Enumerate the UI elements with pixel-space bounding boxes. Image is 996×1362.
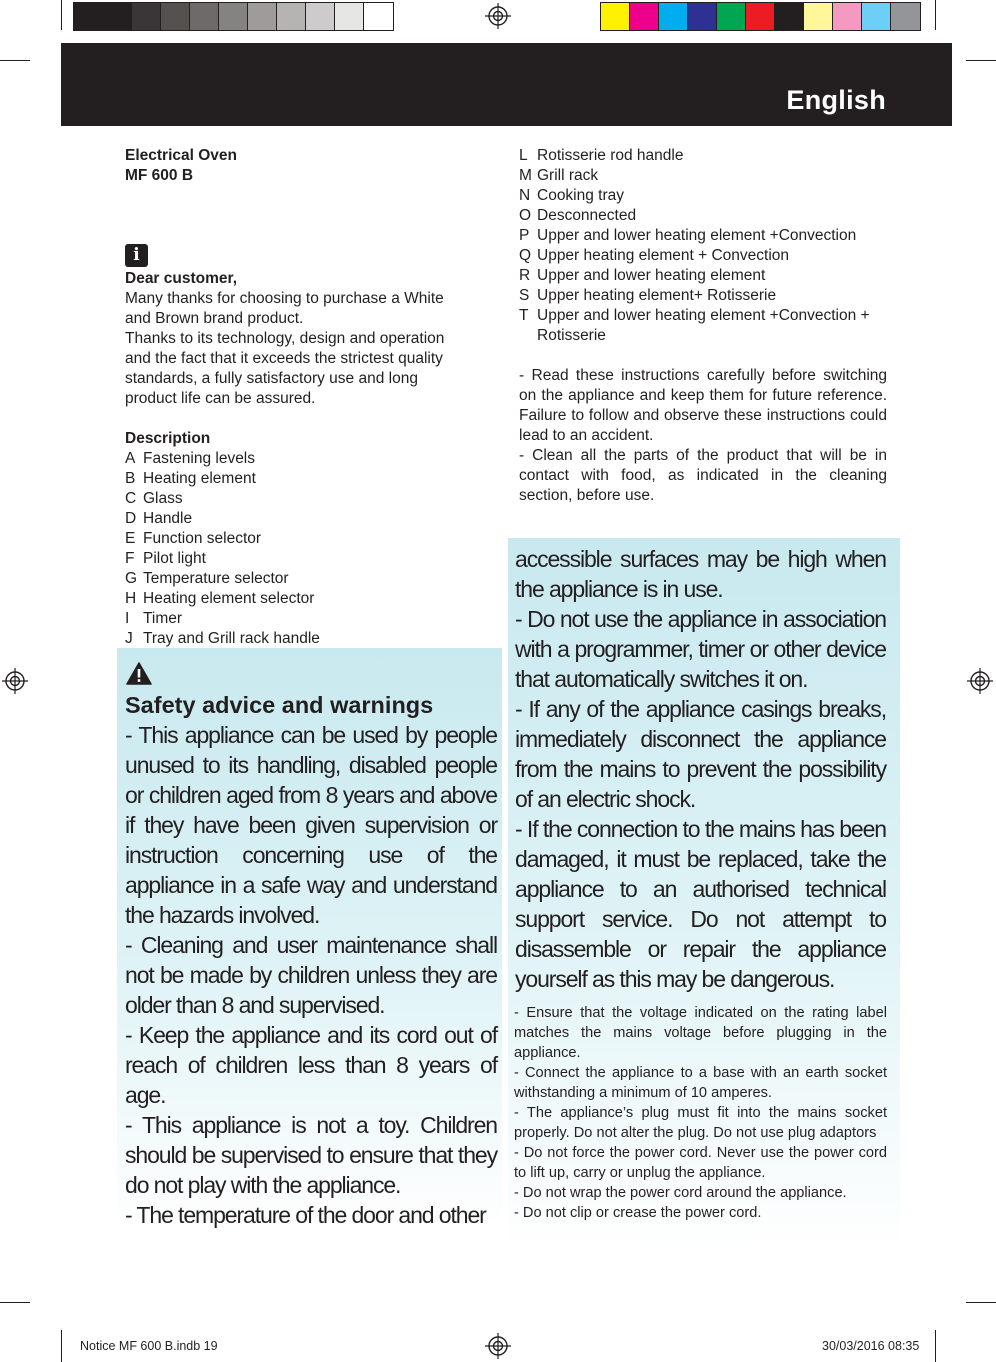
warning-icon	[126, 662, 152, 685]
item-letter: I	[125, 610, 130, 627]
item-letter: Q	[519, 247, 532, 264]
description-item	[125, 489, 497, 509]
item-letter: P	[519, 227, 530, 244]
description-item	[125, 569, 497, 589]
color-swatch	[688, 3, 717, 30]
right-column	[519, 146, 887, 506]
description-item	[519, 266, 887, 286]
safety-paragraph: - If any of the appliance casings breaks, immediately disconnect the appliance from the mains to prevent the possibility of an electric shock.	[515, 696, 886, 812]
intro-line: standards, a fully satisfactory use and long	[125, 370, 418, 387]
item-letter: T	[519, 307, 529, 324]
item-letter: O	[519, 207, 532, 224]
crop-mark	[61, 0, 62, 30]
item-letter: H	[125, 590, 137, 607]
item-letter: L	[519, 147, 528, 164]
language-title: English	[786, 85, 886, 115]
left-column	[125, 146, 497, 669]
process-color-bar	[600, 2, 921, 31]
item-text: Heating element selector	[143, 590, 315, 607]
grayscale-color-bar	[73, 2, 394, 31]
intro-line: Many thanks for choosing to purchase a White	[125, 290, 444, 307]
electrical-safety-paragraph: - Do not force the power cord. Never use the power cord to lift up, carry or unplug the appliance.	[514, 1145, 887, 1181]
color-swatch	[161, 3, 190, 30]
color-swatch	[601, 3, 630, 30]
safety-title: Safety advice and warnings	[125, 692, 434, 718]
item-text: Upper heating element+ Rotisserie	[537, 287, 777, 304]
item-letter: E	[125, 530, 136, 547]
item-text: Upper and lower heating element +Convection + Rotisserie	[537, 307, 870, 344]
color-swatch	[190, 3, 219, 30]
crop-mark	[0, 1302, 30, 1303]
description-item	[125, 449, 497, 469]
safety-paragraph: - If the connection to the mains has been damaged, it must be replaced, take the appliance to an authorised technical support service. Do not attempt to disassemble or repair the appliance yourself as this may be dangerous.	[515, 816, 886, 992]
registration-mark-icon	[2, 668, 28, 694]
color-swatch	[717, 3, 746, 30]
crop-mark	[966, 1302, 996, 1303]
electrical-safety-paragraph: - Do not wrap the power cord around the appliance.	[514, 1185, 847, 1201]
item-text: Handle	[143, 510, 193, 527]
item-text: Timer	[143, 610, 183, 627]
safety-paragraph: - Keep the appliance and its cord out of reach of children less than 8 years of age.	[125, 1022, 497, 1108]
color-swatch	[746, 3, 775, 30]
greeting: Dear customer,	[125, 270, 237, 287]
color-swatch	[74, 3, 103, 30]
description-item	[519, 166, 887, 186]
crop-mark	[0, 60, 30, 61]
intro-line: Thanks to its technology, design and operation	[125, 330, 445, 347]
description-list	[125, 449, 497, 669]
instruction-paragraph: - Read these instructions carefully before switching on the appliance and keep them for future reference. Failure to follow and observe these instructions could lead to an accident.	[519, 367, 887, 444]
description-item	[125, 589, 497, 609]
safety-text-right	[515, 544, 886, 994]
item-text: Desconnected	[537, 207, 637, 224]
crop-mark	[935, 1330, 936, 1362]
footer-file-name: Notice MF 600 B.indb 19	[80, 1339, 218, 1353]
crop-mark	[935, 0, 936, 30]
safety-paragraph: - This appliance can be used by people unused to its handling, disabled people or children aged from 8 years and above if they have been given supervision or instruction concerning use of the appliance in a safe way and understand the hazards involved.	[125, 722, 497, 928]
item-letter: C	[125, 490, 137, 507]
color-swatch	[630, 3, 659, 30]
description-item	[519, 186, 887, 206]
registration-mark-icon	[485, 3, 511, 29]
item-text: Temperature selector	[143, 570, 289, 587]
item-text: Glass	[143, 490, 183, 507]
color-swatch	[862, 3, 891, 30]
electrical-safety-paragraph: - Do not clip or crease the power cord.	[514, 1205, 762, 1221]
description-item	[125, 509, 497, 529]
electrical-safety-paragraph: - Ensure that the voltage indicated on the rating label matches the mains voltage before plugging in the appliance.	[514, 1005, 887, 1061]
item-text: Upper and lower heating element +Convection	[537, 227, 857, 244]
item-letter: G	[125, 570, 138, 587]
color-swatch	[775, 3, 804, 30]
safety-text-left	[125, 690, 497, 1230]
item-text: Pilot light	[143, 550, 206, 567]
description-item	[125, 549, 497, 569]
info-icon: i	[125, 244, 148, 267]
item-text: Heating element	[143, 470, 256, 487]
item-letter: J	[125, 630, 133, 647]
crop-mark	[61, 1330, 62, 1362]
color-swatch	[364, 3, 393, 30]
safety-paragraph: accessible surfaces may be high when the appliance is in use.	[515, 546, 886, 602]
item-text: Function selector	[143, 530, 262, 547]
description-item	[519, 226, 887, 246]
safety-paragraph: - This appliance is not a toy. Children should be supervised to ensure that they do not play with the appliance.	[125, 1112, 497, 1198]
color-swatch	[103, 3, 132, 30]
color-swatch	[659, 3, 688, 30]
safety-paragraph: - The temperature of the door and other	[125, 1202, 486, 1228]
language-header	[61, 43, 952, 126]
description-item	[125, 469, 497, 489]
description-list-continued	[519, 146, 887, 346]
item-text: Cooking tray	[537, 187, 625, 204]
registration-mark-icon	[485, 1333, 511, 1359]
footer-date: 30/03/2016 08:35	[822, 1339, 920, 1353]
item-letter: M	[519, 167, 532, 184]
description-item	[125, 529, 497, 549]
description-item	[519, 146, 887, 166]
product-name: Electrical Oven	[125, 147, 238, 164]
safety-paragraph: - Do not use the appliance in association with a programmer, timer or other device that automatically switches it on.	[515, 606, 886, 692]
safety-paragraph: - Cleaning and user maintenance shall not be made by children unless they are older than 8 and supervised.	[125, 932, 497, 1018]
item-letter: N	[519, 187, 531, 204]
color-swatch	[277, 3, 306, 30]
description-item	[519, 206, 887, 226]
description-item	[519, 306, 887, 346]
color-swatch	[219, 3, 248, 30]
item-letter: A	[125, 450, 136, 467]
intro-line: product life can be assured.	[125, 390, 316, 407]
color-swatch	[132, 3, 161, 30]
registration-mark-icon	[967, 668, 993, 694]
description-item	[125, 629, 497, 649]
item-letter: R	[519, 267, 531, 284]
safety-panel-right	[508, 538, 900, 1248]
color-swatch	[248, 3, 277, 30]
item-text: Tray and Grill rack handle	[143, 630, 320, 647]
item-letter: D	[125, 510, 137, 527]
item-text: Upper heating element + Convection	[537, 247, 790, 264]
color-swatch	[804, 3, 833, 30]
item-text: Grill rack	[537, 167, 599, 184]
color-swatch	[891, 3, 920, 30]
color-swatch	[306, 3, 335, 30]
electrical-safety-paragraph: - Connect the appliance to a base with an earth socket withstanding a minimum of 10 amperes.	[514, 1065, 887, 1101]
description-item	[519, 286, 887, 306]
item-letter: B	[125, 470, 136, 487]
intro-line: and the fact that it exceeds the strictest quality	[125, 350, 443, 367]
item-letter: F	[125, 550, 135, 567]
crop-mark	[966, 60, 996, 61]
item-letter: S	[519, 287, 530, 304]
item-text: Rotisserie rod handle	[537, 147, 684, 164]
product-model: MF 600 B	[125, 167, 194, 184]
item-text: Fastening levels	[143, 450, 256, 467]
electrical-safety-text	[514, 1003, 887, 1223]
description-item	[519, 246, 887, 266]
color-swatch	[335, 3, 364, 30]
electrical-safety-paragraph: - The appliance’s plug must fit into the mains socket properly. Do not alter the plug. Do not use plug adaptors	[514, 1105, 887, 1141]
intro-line: and Brown brand product.	[125, 310, 304, 327]
safety-panel-left	[117, 648, 502, 1228]
description-title: Description	[125, 430, 211, 447]
item-text: Upper and lower heating element	[537, 267, 766, 284]
color-swatch	[833, 3, 862, 30]
instruction-paragraph: - Clean all the parts of the product that will be in contact with food, as indicated in the cleaning section, before use.	[519, 447, 887, 504]
description-item	[125, 609, 497, 629]
